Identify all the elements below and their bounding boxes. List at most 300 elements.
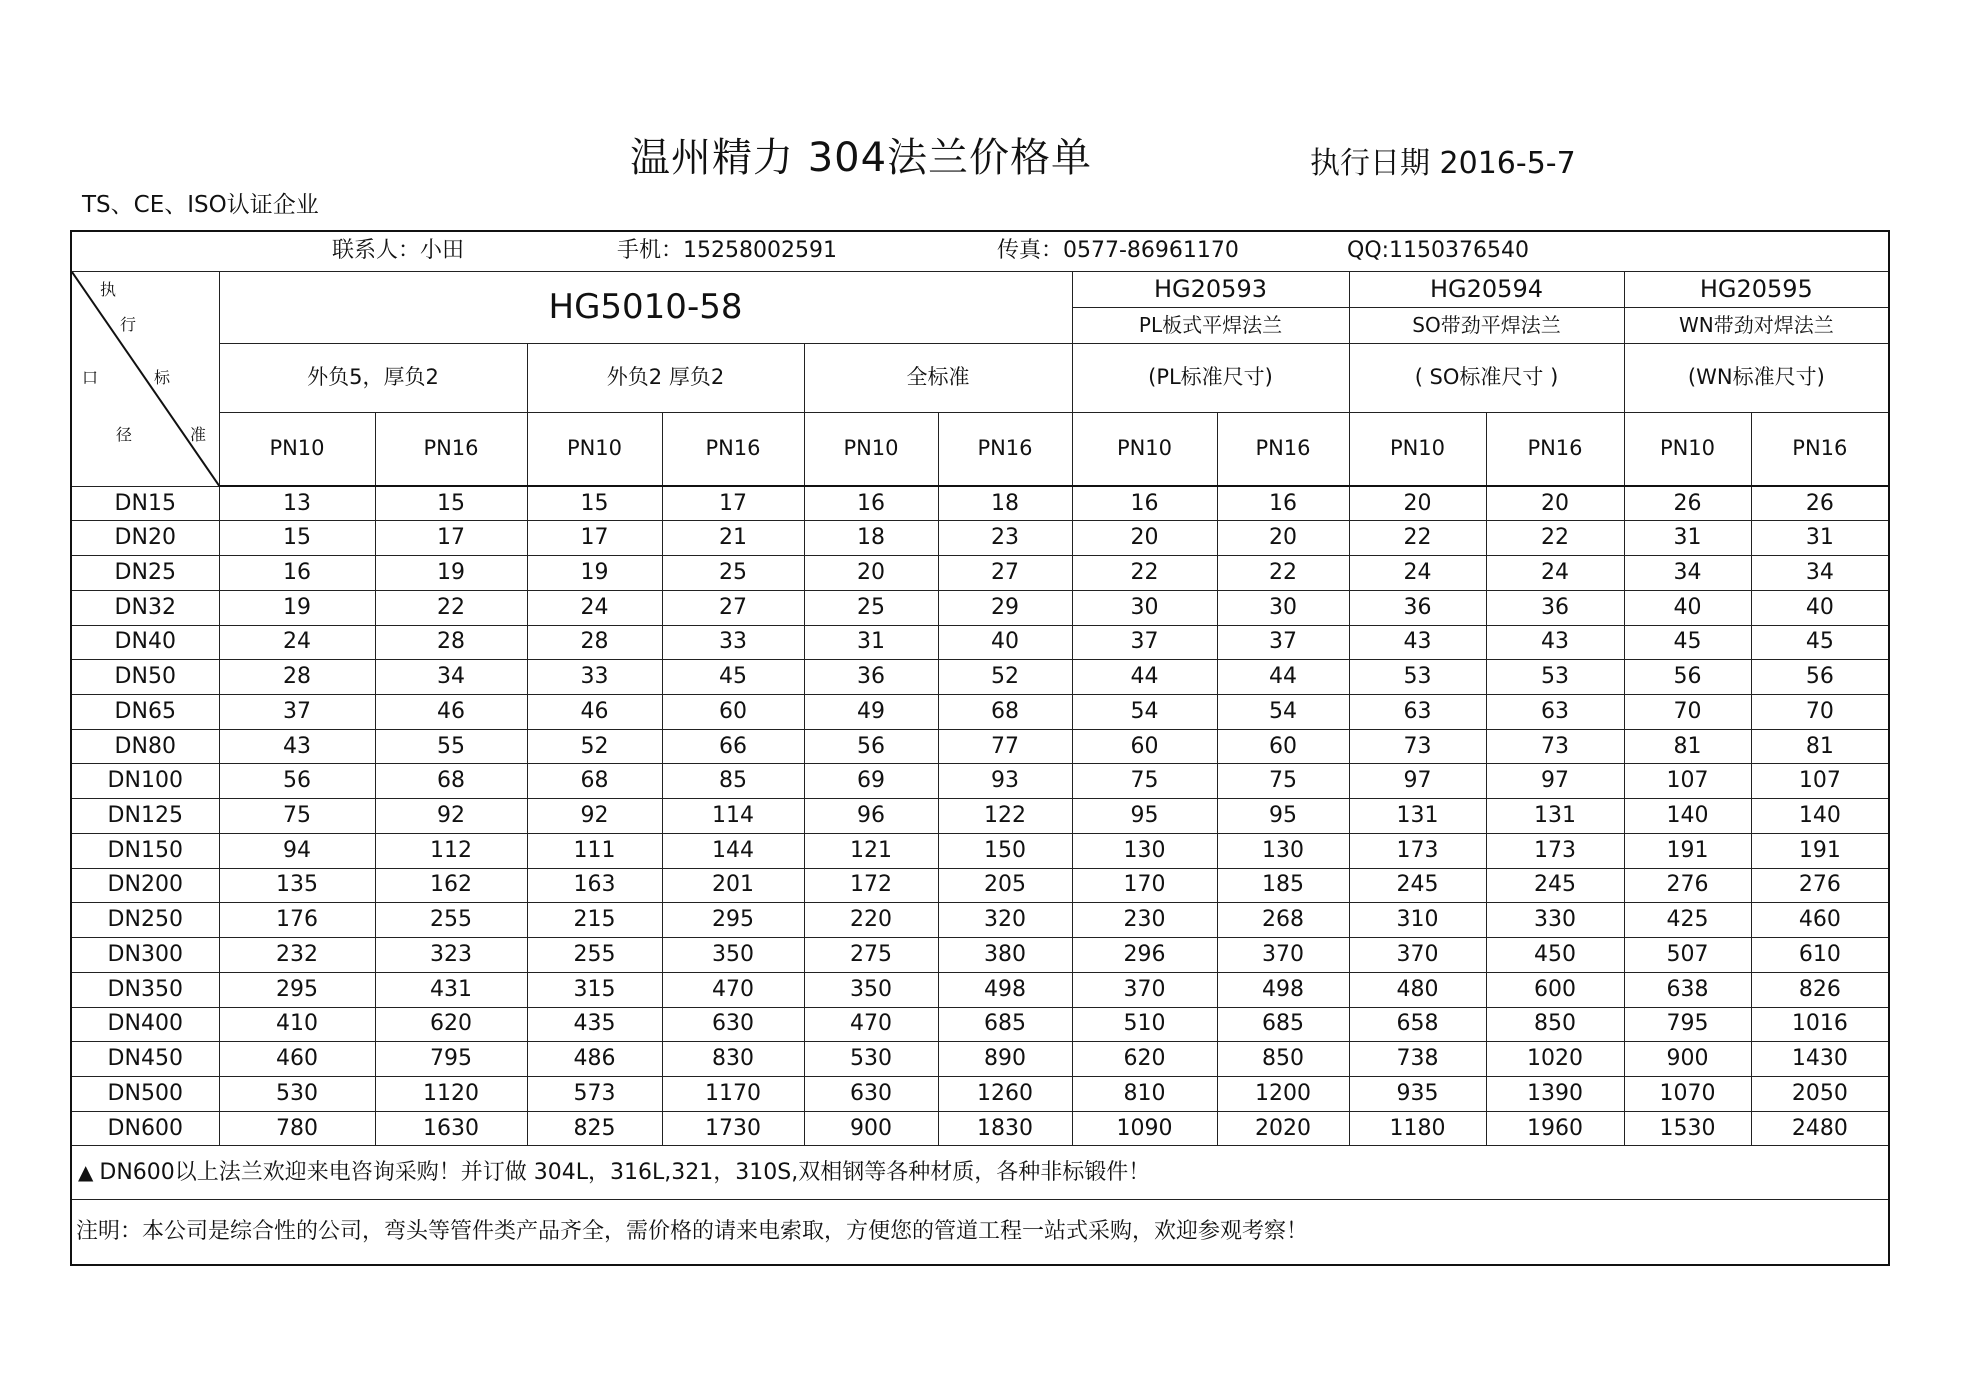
dn-size-cell: DN40 bbox=[71, 625, 219, 660]
price-cell: 1630 bbox=[375, 1111, 527, 1146]
price-cell: 140 bbox=[1751, 799, 1889, 834]
price-cell: 163 bbox=[527, 868, 662, 903]
price-cell: 40 bbox=[1624, 590, 1751, 625]
price-cell: 60 bbox=[1217, 729, 1349, 764]
header-row-3 bbox=[71, 343, 1889, 412]
certification-label: TS、CE、ISO认证企业 bbox=[82, 192, 319, 218]
price-cell: 140 bbox=[1624, 799, 1751, 834]
contact-person: 联系人：小田 bbox=[332, 238, 465, 264]
price-cell: 1730 bbox=[662, 1111, 804, 1146]
price-cell: 935 bbox=[1349, 1076, 1486, 1111]
price-cell: 77 bbox=[938, 729, 1072, 764]
price-cell: 1170 bbox=[662, 1076, 804, 1111]
price-cell: 31 bbox=[1751, 521, 1889, 556]
price-cell: 29 bbox=[938, 590, 1072, 625]
dn-size-cell: DN450 bbox=[71, 1042, 219, 1077]
corner-exec: 执 bbox=[100, 279, 117, 299]
price-cell: 70 bbox=[1751, 695, 1889, 730]
price-cell: 17 bbox=[662, 486, 804, 521]
price-cell: 26 bbox=[1751, 486, 1889, 521]
table-row bbox=[71, 625, 1889, 660]
table-row bbox=[71, 1111, 1889, 1146]
price-cell: 1180 bbox=[1349, 1111, 1486, 1146]
desc-hg20593: PL板式平焊法兰 bbox=[1072, 307, 1349, 343]
price-cell: 460 bbox=[219, 1042, 375, 1077]
price-cell: 162 bbox=[375, 868, 527, 903]
pn-label: PN10 bbox=[527, 412, 662, 486]
price-cell: 96 bbox=[804, 799, 938, 834]
table-row bbox=[71, 938, 1889, 973]
price-cell: 53 bbox=[1486, 660, 1624, 695]
price-cell: 170 bbox=[1072, 868, 1217, 903]
pn-label: PN16 bbox=[662, 412, 804, 486]
sub-pl-standard: (PL标准尺寸) bbox=[1072, 343, 1349, 412]
price-cell: 172 bbox=[804, 868, 938, 903]
price-cell: 34 bbox=[1751, 556, 1889, 591]
price-cell: 1530 bbox=[1624, 1111, 1751, 1146]
standard-hg20594: HG20594 bbox=[1349, 271, 1624, 307]
sub-outer5-thick2: 外负5，厚负2 bbox=[219, 343, 527, 412]
price-cell: 25 bbox=[804, 590, 938, 625]
table-row bbox=[71, 660, 1889, 695]
price-cell: 232 bbox=[219, 938, 375, 973]
price-cell: 380 bbox=[938, 938, 1072, 973]
price-cell: 43 bbox=[1486, 625, 1624, 660]
corner-exec2: 行 bbox=[120, 314, 137, 334]
price-cell: 122 bbox=[938, 799, 1072, 834]
price-cell: 425 bbox=[1624, 903, 1751, 938]
price-cell: 95 bbox=[1217, 799, 1349, 834]
price-cell: 37 bbox=[219, 695, 375, 730]
contact-fax: 传真：0577-86961170 bbox=[997, 238, 1239, 264]
price-cell: 370 bbox=[1349, 938, 1486, 973]
price-cell: 27 bbox=[662, 590, 804, 625]
price-cell: 295 bbox=[662, 903, 804, 938]
price-cell: 22 bbox=[1217, 556, 1349, 591]
price-cell: 75 bbox=[219, 799, 375, 834]
price-cell: 825 bbox=[527, 1111, 662, 1146]
triangle-up-icon: ▲ bbox=[78, 1159, 94, 1184]
price-cell: 173 bbox=[1349, 833, 1486, 868]
price-cell: 94 bbox=[219, 833, 375, 868]
table-row bbox=[71, 1007, 1889, 1042]
price-cell: 75 bbox=[1072, 764, 1217, 799]
price-cell: 610 bbox=[1751, 938, 1889, 973]
price-cell: 2020 bbox=[1217, 1111, 1349, 1146]
price-cell: 780 bbox=[219, 1111, 375, 1146]
price-cell: 33 bbox=[662, 625, 804, 660]
price-cell: 30 bbox=[1072, 590, 1217, 625]
price-cell: 54 bbox=[1072, 695, 1217, 730]
price-cell: 795 bbox=[1624, 1007, 1751, 1042]
price-cell: 52 bbox=[527, 729, 662, 764]
price-cell: 507 bbox=[1624, 938, 1751, 973]
price-cell: 600 bbox=[1486, 972, 1624, 1007]
table-row bbox=[71, 695, 1889, 730]
price-cell: 97 bbox=[1486, 764, 1624, 799]
table-row bbox=[71, 972, 1889, 1007]
price-cell: 191 bbox=[1624, 833, 1751, 868]
execution-date: 执行日期 2016-5-7 bbox=[1310, 146, 1576, 181]
table-row bbox=[71, 833, 1889, 868]
price-cell: 37 bbox=[1217, 625, 1349, 660]
table-row bbox=[71, 764, 1889, 799]
standard-hg5010: HG5010-58 bbox=[219, 271, 1072, 343]
price-cell: 850 bbox=[1486, 1007, 1624, 1042]
dn-size-cell: DN200 bbox=[71, 868, 219, 903]
price-cell: 1430 bbox=[1751, 1042, 1889, 1077]
price-cell: 40 bbox=[938, 625, 1072, 660]
price-cell: 20 bbox=[804, 556, 938, 591]
price-cell: 55 bbox=[375, 729, 527, 764]
price-cell: 20 bbox=[1349, 486, 1486, 521]
price-cell: 900 bbox=[804, 1111, 938, 1146]
price-cell: 826 bbox=[1751, 972, 1889, 1007]
pn-label: PN10 bbox=[804, 412, 938, 486]
price-cell: 45 bbox=[1751, 625, 1889, 660]
dn-size-cell: DN125 bbox=[71, 799, 219, 834]
price-cell: 111 bbox=[527, 833, 662, 868]
price-cell: 19 bbox=[375, 556, 527, 591]
price-cell: 60 bbox=[1072, 729, 1217, 764]
price-cell: 16 bbox=[1217, 486, 1349, 521]
price-cell: 205 bbox=[938, 868, 1072, 903]
price-cell: 450 bbox=[1486, 938, 1624, 973]
price-cell: 320 bbox=[938, 903, 1072, 938]
price-cell: 2480 bbox=[1751, 1111, 1889, 1146]
price-rows bbox=[71, 486, 1889, 1146]
sub-wn-standard: (WN标准尺寸) bbox=[1624, 343, 1889, 412]
price-cell: 53 bbox=[1349, 660, 1486, 695]
desc-hg20594: SO带劲平焊法兰 bbox=[1349, 307, 1624, 343]
price-cell: 73 bbox=[1486, 729, 1624, 764]
corner-caliber2: 径 bbox=[116, 424, 133, 444]
pn-header-row bbox=[71, 412, 1889, 486]
table-row bbox=[71, 799, 1889, 834]
price-cell: 350 bbox=[662, 938, 804, 973]
price-cell: 121 bbox=[804, 833, 938, 868]
pn-label: PN10 bbox=[1072, 412, 1217, 486]
contact-cell bbox=[71, 231, 1889, 271]
price-cell: 36 bbox=[804, 660, 938, 695]
price-cell: 255 bbox=[375, 903, 527, 938]
price-cell: 131 bbox=[1349, 799, 1486, 834]
price-cell: 16 bbox=[1072, 486, 1217, 521]
price-cell: 276 bbox=[1751, 868, 1889, 903]
price-cell: 1090 bbox=[1072, 1111, 1217, 1146]
price-cell: 470 bbox=[804, 1007, 938, 1042]
price-cell: 685 bbox=[938, 1007, 1072, 1042]
price-cell: 52 bbox=[938, 660, 1072, 695]
dn-size-cell: DN20 bbox=[71, 521, 219, 556]
price-cell: 20 bbox=[1486, 486, 1624, 521]
dn-size-cell: DN150 bbox=[71, 833, 219, 868]
price-cell: 830 bbox=[662, 1042, 804, 1077]
price-cell: 27 bbox=[938, 556, 1072, 591]
price-cell: 40 bbox=[1751, 590, 1889, 625]
price-cell: 112 bbox=[375, 833, 527, 868]
price-cell: 24 bbox=[1486, 556, 1624, 591]
price-cell: 135 bbox=[219, 868, 375, 903]
price-cell: 638 bbox=[1624, 972, 1751, 1007]
price-cell: 93 bbox=[938, 764, 1072, 799]
price-cell: 68 bbox=[375, 764, 527, 799]
price-cell: 130 bbox=[1217, 833, 1349, 868]
price-cell: 185 bbox=[1217, 868, 1349, 903]
dn-size-cell: DN300 bbox=[71, 938, 219, 973]
price-cell: 56 bbox=[804, 729, 938, 764]
price-table bbox=[70, 230, 1890, 1266]
pn-label: PN10 bbox=[1624, 412, 1751, 486]
price-cell: 26 bbox=[1624, 486, 1751, 521]
price-cell: 220 bbox=[804, 903, 938, 938]
price-cell: 1020 bbox=[1486, 1042, 1624, 1077]
price-cell: 245 bbox=[1486, 868, 1624, 903]
standard-hg20593: HG20593 bbox=[1072, 271, 1349, 307]
price-cell: 323 bbox=[375, 938, 527, 973]
price-cell: 45 bbox=[1624, 625, 1751, 660]
price-cell: 31 bbox=[1624, 521, 1751, 556]
dn-size-cell: DN32 bbox=[71, 590, 219, 625]
dn-size-cell: DN65 bbox=[71, 695, 219, 730]
price-cell: 245 bbox=[1349, 868, 1486, 903]
price-cell: 1070 bbox=[1624, 1076, 1751, 1111]
price-cell: 56 bbox=[219, 764, 375, 799]
price-cell: 1120 bbox=[375, 1076, 527, 1111]
price-cell: 70 bbox=[1624, 695, 1751, 730]
price-cell: 658 bbox=[1349, 1007, 1486, 1042]
price-cell: 630 bbox=[662, 1007, 804, 1042]
price-cell: 20 bbox=[1072, 521, 1217, 556]
price-cell: 24 bbox=[1349, 556, 1486, 591]
price-cell: 2050 bbox=[1751, 1076, 1889, 1111]
price-cell: 15 bbox=[375, 486, 527, 521]
dn-size-cell: DN80 bbox=[71, 729, 219, 764]
price-cell: 46 bbox=[527, 695, 662, 730]
price-cell: 68 bbox=[527, 764, 662, 799]
notice-text: DN600以上法兰欢迎来电咨询采购！并订做 304L，316L,321，310S,双相钢等各种材质，各种非标锻件！ bbox=[99, 1159, 1151, 1185]
price-cell: 22 bbox=[1072, 556, 1217, 591]
dn-size-cell: DN350 bbox=[71, 972, 219, 1007]
price-cell: 60 bbox=[662, 695, 804, 730]
price-cell: 850 bbox=[1217, 1042, 1349, 1077]
price-cell: 890 bbox=[938, 1042, 1072, 1077]
price-cell: 43 bbox=[219, 729, 375, 764]
pn-label: PN16 bbox=[1486, 412, 1624, 486]
price-cell: 22 bbox=[1349, 521, 1486, 556]
price-cell: 410 bbox=[219, 1007, 375, 1042]
price-cell: 255 bbox=[527, 938, 662, 973]
price-cell: 92 bbox=[527, 799, 662, 834]
price-cell: 85 bbox=[662, 764, 804, 799]
price-cell: 435 bbox=[527, 1007, 662, 1042]
price-cell: 480 bbox=[1349, 972, 1486, 1007]
price-cell: 25 bbox=[662, 556, 804, 591]
price-cell: 18 bbox=[938, 486, 1072, 521]
price-cell: 24 bbox=[219, 625, 375, 660]
price-cell: 131 bbox=[1486, 799, 1624, 834]
corner-std: 标 bbox=[154, 367, 171, 387]
desc-hg20595: WN带劲对焊法兰 bbox=[1624, 307, 1889, 343]
price-cell: 370 bbox=[1217, 938, 1349, 973]
price-cell: 530 bbox=[219, 1076, 375, 1111]
price-cell: 173 bbox=[1486, 833, 1624, 868]
price-cell: 275 bbox=[804, 938, 938, 973]
price-cell: 43 bbox=[1349, 625, 1486, 660]
pn-label: PN16 bbox=[938, 412, 1072, 486]
corner-header bbox=[71, 271, 219, 486]
price-cell: 201 bbox=[662, 868, 804, 903]
price-cell: 370 bbox=[1072, 972, 1217, 1007]
price-cell: 795 bbox=[375, 1042, 527, 1077]
price-cell: 44 bbox=[1072, 660, 1217, 695]
dn-size-cell: DN250 bbox=[71, 903, 219, 938]
price-cell: 36 bbox=[1486, 590, 1624, 625]
price-cell: 22 bbox=[1486, 521, 1624, 556]
table-row bbox=[71, 486, 1889, 521]
table-row bbox=[71, 1042, 1889, 1077]
price-cell: 630 bbox=[804, 1076, 938, 1111]
price-cell: 31 bbox=[804, 625, 938, 660]
price-cell: 92 bbox=[375, 799, 527, 834]
price-cell: 510 bbox=[1072, 1007, 1217, 1042]
dn-size-cell: DN600 bbox=[71, 1111, 219, 1146]
page-title: 温州精力 304法兰价格单 bbox=[630, 135, 1093, 181]
price-cell: 176 bbox=[219, 903, 375, 938]
price-cell: 276 bbox=[1624, 868, 1751, 903]
table-row bbox=[71, 729, 1889, 764]
price-cell: 19 bbox=[219, 590, 375, 625]
price-cell: 16 bbox=[219, 556, 375, 591]
price-cell: 1830 bbox=[938, 1111, 1072, 1146]
footnote-row bbox=[71, 1200, 1889, 1265]
sub-outer2-thick2: 外负2 厚负2 bbox=[527, 343, 804, 412]
contact-mobile: 手机：15258002591 bbox=[617, 238, 837, 264]
price-cell: 1260 bbox=[938, 1076, 1072, 1111]
price-cell: 1200 bbox=[1217, 1076, 1349, 1111]
price-cell: 498 bbox=[938, 972, 1072, 1007]
price-cell: 17 bbox=[527, 521, 662, 556]
notice-row bbox=[71, 1146, 1889, 1200]
price-cell: 900 bbox=[1624, 1042, 1751, 1077]
table-row bbox=[71, 521, 1889, 556]
price-cell: 296 bbox=[1072, 938, 1217, 973]
price-cell: 191 bbox=[1751, 833, 1889, 868]
price-cell: 45 bbox=[662, 660, 804, 695]
price-cell: 810 bbox=[1072, 1076, 1217, 1111]
table-row bbox=[71, 903, 1889, 938]
price-cell: 95 bbox=[1072, 799, 1217, 834]
contact-row bbox=[71, 231, 1889, 271]
pn-label: PN10 bbox=[1349, 412, 1486, 486]
price-cell: 46 bbox=[375, 695, 527, 730]
price-cell: 34 bbox=[1624, 556, 1751, 591]
price-cell: 20 bbox=[1217, 521, 1349, 556]
pn-label: PN10 bbox=[219, 412, 375, 486]
price-cell: 620 bbox=[375, 1007, 527, 1042]
price-cell: 1960 bbox=[1486, 1111, 1624, 1146]
dn-size-cell: DN25 bbox=[71, 556, 219, 591]
price-cell: 97 bbox=[1349, 764, 1486, 799]
price-cell: 16 bbox=[804, 486, 938, 521]
price-cell: 738 bbox=[1349, 1042, 1486, 1077]
corner-std2: 准 bbox=[190, 424, 207, 444]
dn-size-cell: DN500 bbox=[71, 1076, 219, 1111]
dn-size-cell: DN15 bbox=[71, 486, 219, 521]
price-cell: 470 bbox=[662, 972, 804, 1007]
price-cell: 15 bbox=[219, 521, 375, 556]
price-cell: 350 bbox=[804, 972, 938, 1007]
header-row-1 bbox=[71, 271, 1889, 307]
price-cell: 36 bbox=[1349, 590, 1486, 625]
dn-size-cell: DN400 bbox=[71, 1007, 219, 1042]
price-cell: 215 bbox=[527, 903, 662, 938]
table-row bbox=[71, 590, 1889, 625]
pn-label: PN16 bbox=[375, 412, 527, 486]
price-cell: 22 bbox=[375, 590, 527, 625]
price-cell: 295 bbox=[219, 972, 375, 1007]
price-cell: 28 bbox=[527, 625, 662, 660]
price-cell: 330 bbox=[1486, 903, 1624, 938]
price-cell: 63 bbox=[1486, 695, 1624, 730]
price-cell: 73 bbox=[1349, 729, 1486, 764]
sub-so-standard: ( SO标准尺寸 ) bbox=[1349, 343, 1624, 412]
price-cell: 114 bbox=[662, 799, 804, 834]
pn-label: PN16 bbox=[1217, 412, 1349, 486]
price-cell: 54 bbox=[1217, 695, 1349, 730]
price-cell: 19 bbox=[527, 556, 662, 591]
dn-size-cell: DN100 bbox=[71, 764, 219, 799]
price-cell: 573 bbox=[527, 1076, 662, 1111]
contact-qq: QQ:1150376540 bbox=[1347, 238, 1530, 264]
price-cell: 30 bbox=[1217, 590, 1349, 625]
table-row bbox=[71, 1076, 1889, 1111]
price-cell: 460 bbox=[1751, 903, 1889, 938]
price-cell: 15 bbox=[527, 486, 662, 521]
price-cell: 75 bbox=[1217, 764, 1349, 799]
price-cell: 1016 bbox=[1751, 1007, 1889, 1042]
price-cell: 69 bbox=[804, 764, 938, 799]
price-cell: 17 bbox=[375, 521, 527, 556]
corner-caliber: 口 bbox=[82, 367, 99, 387]
price-cell: 37 bbox=[1072, 625, 1217, 660]
price-cell: 685 bbox=[1217, 1007, 1349, 1042]
standard-hg20595: HG20595 bbox=[1624, 271, 1889, 307]
price-cell: 107 bbox=[1624, 764, 1751, 799]
price-cell: 81 bbox=[1751, 729, 1889, 764]
price-cell: 530 bbox=[804, 1042, 938, 1077]
price-cell: 66 bbox=[662, 729, 804, 764]
table-row bbox=[71, 556, 1889, 591]
price-cell: 56 bbox=[1751, 660, 1889, 695]
pn-label: PN16 bbox=[1751, 412, 1889, 486]
price-cell: 34 bbox=[375, 660, 527, 695]
price-cell: 1390 bbox=[1486, 1076, 1624, 1111]
price-cell: 315 bbox=[527, 972, 662, 1007]
footnote-text: 注明：本公司是综合性的公司，弯头等管件类产品齐全，需价格的请来电索取，方便您的管道工程一站式采购，欢迎参观考察！ bbox=[71, 1200, 1889, 1265]
price-cell: 21 bbox=[662, 521, 804, 556]
price-cell: 230 bbox=[1072, 903, 1217, 938]
sub-full-standard: 全标准 bbox=[804, 343, 1072, 412]
price-cell: 130 bbox=[1072, 833, 1217, 868]
price-cell: 49 bbox=[804, 695, 938, 730]
price-cell: 56 bbox=[1624, 660, 1751, 695]
price-cell: 107 bbox=[1751, 764, 1889, 799]
price-cell: 310 bbox=[1349, 903, 1486, 938]
table-row bbox=[71, 868, 1889, 903]
dn-size-cell: DN50 bbox=[71, 660, 219, 695]
price-cell: 431 bbox=[375, 972, 527, 1007]
